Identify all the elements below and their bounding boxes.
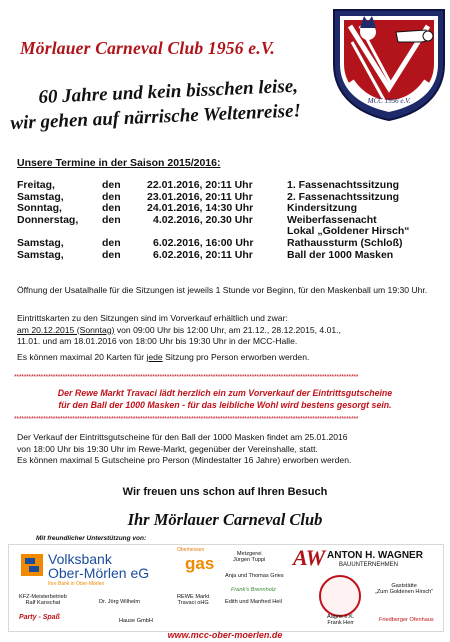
volksbank-name-1: Volksbank — [48, 551, 112, 567]
schedule-event: Kindersitzung — [287, 202, 357, 215]
signature: Ihr Mörlauer Carneval Club — [127, 510, 323, 529]
ball-info-line-1: Der Verkauf der Eintrittsgutscheine für den Ball der 1000 Masken findet am 25.01.2016 — [17, 432, 348, 442]
sponsor-badge-icon — [319, 575, 361, 617]
max-cards-text — [17, 352, 433, 364]
schedule-den: den — [102, 236, 121, 249]
volksbank-logo — [21, 552, 151, 586]
sponsor-aagris: Aagris e.K. Frank Herr — [327, 614, 355, 627]
schedule-row — [17, 214, 437, 226]
schedule-date: 22.01.2016, 20:11 Uhr — [147, 179, 253, 191]
schedule-row — [17, 191, 437, 203]
wagner-sub: BAUUNTERNEHMEN — [339, 562, 399, 568]
sponsor-wilhelm: Dr. Jörg Wilhelm — [99, 599, 141, 605]
max-cards-emph: jede — [146, 352, 163, 362]
ball-info-line-2: von 18:00 Uhr bis 19:30 Uhr im Rewe-Markt, gegenüber der Vereinshalle, statt. — [17, 443, 318, 454]
sponsor-hause: Hause GmbH — [119, 618, 153, 624]
schedule-date: 24.01.2016, 14:30 Uhr — [147, 202, 254, 215]
presale-line-2: 11.01. und am 18.01.2016 von 18:00 Uhr bis 19:30 Uhr in der MCC-Halle. — [17, 336, 298, 347]
presale-paragraph — [17, 313, 433, 348]
schedule-row — [17, 237, 437, 249]
sponsor-party: Party - Spaß — [19, 614, 60, 621]
schedule-event: Ball der 1000 Masken — [287, 248, 394, 261]
schedule-day: Sonntag, — [17, 202, 62, 215]
schedule-heading: Unsere Termine in der Saison 2015/2016: — [17, 157, 221, 169]
presale-line — [17, 325, 433, 337]
gas-sub: Oberhessen — [177, 547, 205, 553]
slogan-line-2: wir gehen auf närrische Weltenreise! — [10, 100, 302, 134]
schedule-event: 2. Fassenachtssitzung — [287, 190, 400, 203]
presale-times: von 09:00 Uhr bis 12:00 Uhr, am 21.12., 28.12.2015, 4.01., — [114, 324, 341, 335]
sponsor-friedberger: Friedberger Ofenhaus — [379, 617, 434, 623]
schedule-day: Samstag, — [17, 190, 64, 203]
rewe-notice — [17, 388, 433, 411]
schedule-date: 4.02.2016, 20.30 Uhr — [153, 213, 253, 226]
schedule-date: 6.02.2016, 20:11 Uhr — [153, 248, 253, 261]
ball-info-line-3: Es können maximal 5 Gutscheine pro Person (Mindestalter 16 Jahre) erworben werden. — [17, 455, 352, 466]
club-emblem — [330, 2, 448, 122]
sponsor-metzgerei: Metzgerei Jürgen Tuppi — [233, 551, 266, 564]
schedule-table — [17, 179, 437, 260]
schedule-date: 6.02.2016, 16:00 Uhr — [153, 236, 254, 249]
sponsor-franks: Frank's Brennholz — [231, 587, 276, 593]
max-cards-b: Sitzung pro Person erworben werden. — [162, 352, 310, 362]
presale-intro: Eintrittskarten zu den Sitzungen sind im Vorverkauf erhältlich und zwar: — [17, 313, 288, 323]
schedule-event: Rathaussturm (Schloß) — [287, 236, 403, 249]
sponsor-rewe: REWE Markt Travaci oHG — [177, 594, 210, 607]
slogan-line-1: 60 Jahre und kein bisschen leise, — [38, 75, 299, 108]
schedule-den: den — [102, 190, 121, 203]
club-title: Mörlauer Carneval Club 1956 e.V. — [20, 38, 276, 58]
schedule-day: Freitag, — [17, 179, 55, 191]
sponsor-anja-thomas: Anja und Thomas Gries — [225, 573, 284, 579]
schedule-date: 23.01.2016, 20:11 Uhr — [147, 190, 253, 203]
emblem-shield-icon — [330, 2, 448, 122]
schedule-event: 1. Fassenachtssitzung — [287, 179, 400, 191]
hall-opening-text: Öffnung der Usatalhalle für die Sitzungen ist jeweils 1 Stunde vor Beginn, für den Maskenball um 19:30 Uhr. — [17, 285, 428, 295]
max-cards-a: Es können maximal 20 Karten für — [17, 352, 147, 362]
sponsor-panel — [8, 544, 444, 632]
rewe-line-1: Der Rewe Markt Travaci lädt herzlich ein zum Vorverkauf der Eintrittsgutscheine — [57, 388, 393, 398]
schedule-den: den — [102, 179, 121, 191]
sponsor-kfz: KFZ-Meisterbetrieb Ralf Kanschat — [19, 594, 67, 607]
sponsor-gaststaette: Gaststätte „Zum Goldenen Hirsch“ — [375, 583, 434, 596]
schedule-row — [17, 202, 437, 214]
wagner-name: ANTON H. WAGNER — [327, 550, 423, 561]
wagner-aw-logo: AW — [293, 545, 326, 570]
website-link[interactable]: www.mcc-ober-moerlen.de — [167, 630, 283, 640]
presale-date: am 20.12.2015 (Sonntag) — [17, 324, 115, 335]
sponsor-edith-manfred: Edith und Manfred Heil — [225, 599, 282, 605]
rewe-line-2: für den Ball der 1000 Masken - für das leibliche Wohl wird bestens gesorgt sein. — [58, 399, 392, 410]
schedule-den: den — [102, 213, 121, 226]
schedule-event: Weiberfassenacht — [287, 213, 377, 226]
schedule-row — [17, 179, 437, 191]
star-divider-bottom: ********************************************************************************************************************************************** — [14, 416, 359, 423]
schedule-den: den — [102, 202, 121, 215]
volksbank-name-2: Ober-Mörlen eG — [48, 565, 150, 581]
schedule-event: Lokal „Goldener Hirsch“ — [287, 225, 410, 238]
schedule-day: Samstag, — [17, 236, 64, 249]
volksbank-icon — [21, 554, 43, 576]
schedule-row — [17, 225, 437, 237]
schedule-den: den — [102, 248, 121, 261]
gas-logo: gas — [185, 554, 215, 573]
greeting: Wir freuen uns schon auf Ihren Besuch — [122, 486, 328, 498]
schedule-day: Donnerstag, — [17, 213, 79, 226]
svg-text:MCC 1956 e.V.: MCC 1956 e.V. — [367, 97, 411, 105]
ball-info — [17, 432, 433, 467]
schedule-row — [17, 249, 437, 261]
star-divider-top: ********************************************************************************************************************************************** — [14, 374, 359, 381]
support-label: Mit freundlicher Unterstützung von: — [36, 535, 147, 542]
schedule-day: Samstag, — [17, 248, 64, 261]
volksbank-tagline: Ihre Bank in Ober-Mörlen — [48, 581, 105, 587]
